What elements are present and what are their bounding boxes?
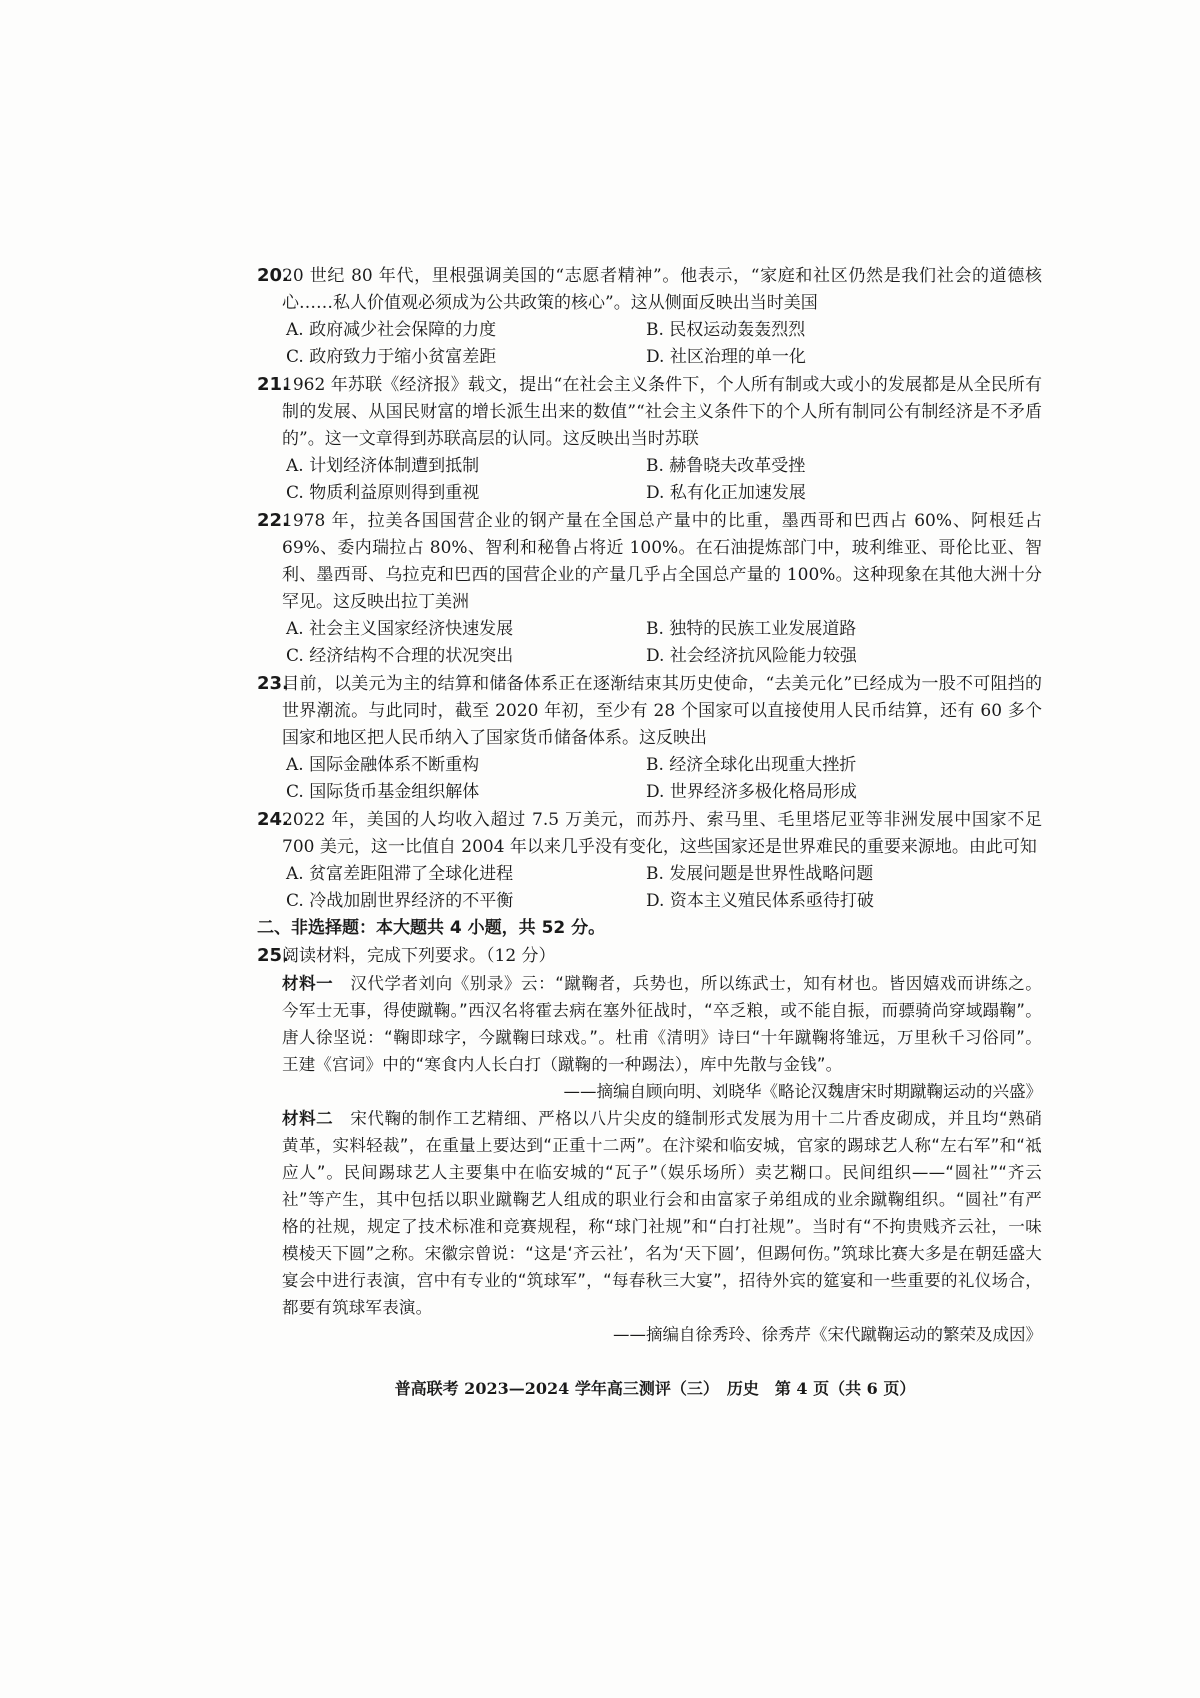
option-b: B. 民权运动轰轰烈烈 (646, 320, 806, 340)
option-d: D. 世界经济多极化格局形成 (646, 782, 857, 802)
page-footer: 普高联考 2023—2024 学年高三测评（三） 历史 第 4 页（共 6 页） (394, 1379, 916, 1398)
question-21 (257, 371, 1042, 507)
question-stem (257, 371, 1042, 453)
option-d: D. 社会经济抗风险能力较强 (646, 646, 857, 666)
question-text: 1962 年苏联《经济报》载文，提出“在社会主义条件下，个人所有制或大或小的发展都是从全民所有制的发展、从国民财富的增长派生出来的数值”“社会主义条件下的个人所有制同公有制经济是不矛盾的”。这一文章得到苏联高层的认同。这反映出当时苏联 (282, 375, 1042, 449)
question-prompt: 阅读材料，完成下列要求。（12 分） (282, 946, 556, 966)
option-c: C. 国际货币基金组织解体 (286, 782, 480, 802)
question-stem (257, 507, 1042, 616)
section-heading: 二、非选择题：本大题共 4 小题，共 52 分。 (257, 918, 606, 938)
question-25 (257, 942, 1043, 1348)
material-1-source: ——摘编自顾向明、刘晓华《略论汉魏唐宋时期蹴鞠运动的兴盛》 (563, 1082, 1042, 1101)
question-22 (257, 507, 1042, 670)
option-b: B. 经济全球化出现重大挫折 (646, 755, 857, 775)
question-number: 24. (257, 809, 289, 830)
option-b: B. 发展问题是世界性战略问题 (646, 864, 874, 884)
material-label: 材料一 (282, 974, 334, 993)
option-list (282, 616, 1042, 670)
question-number: 22. (257, 510, 289, 531)
option-list (282, 453, 1042, 507)
option-list (282, 861, 1042, 915)
question-20 (257, 262, 1042, 371)
question-stem (257, 806, 1042, 861)
option-d: D. 社区治理的单一化 (646, 347, 806, 367)
question-text: 2022 年，美国的人均收入超过 7.5 万美元，而苏丹、索马里、毛里塔尼亚等非洲发展中国家不足 700 美元，这一比值自 2004 年以来几乎没有变化，这些国家还是世界难民的重要来源地。由此可知 (282, 810, 1042, 857)
material-2 (282, 1105, 1042, 1321)
option-c: C. 政府致力于缩小贫富差距 (286, 347, 497, 367)
material-1 (282, 970, 1042, 1078)
option-b: B. 赫鲁晓夫改革受挫 (646, 456, 806, 476)
material-text: 宋代鞠的制作工艺精细、严格以八片尖皮的缝制形式发展为用十二片香皮砌成，并且均“熟硝黄革，实料轻裁”，在重量上要达到“正重十二两”。在汴梁和临安城，官家的踢球艺人称“左右军”和“祗应人”。民间踢球艺人主要集中在临安城的“瓦子”（娱乐场所）卖艺糊口。民间组织——“圆社”“齐云社”等产生，其中包括以职业蹴鞠艺人组成的职业行会和由富家子弟组成的业余蹴鞠组织。“圆社”有严格的社规，规定了技术标准和竞赛规程，称“球门社规”和“白打社规”。当时有“不拘贵贱齐云社，一味模棱天下圆”之称。宋徽宗曾说：“这是‘齐云社’，名为‘天下圆’，但踢何伤。”筑球比赛大多是在朝廷盛大宴会中进行表演，宫中有专业的“筑球军”，“每春秋三大宴”，招待外宾的筵宴和一些重要的礼仪场合，都要有筑球军表演。 (282, 1109, 1043, 1317)
question-text: 目前，以美元为主的结算和储备体系正在逐渐结束其历史使命，“去美元化”已经成为一股不可阻挡的世界潮流。与此同时，截至 2020 年初，至少有 28 个国家可以直接使用人民币结算，还有 60 多个国家和地区把人民币纳入了国家货币储备体系。这反映出 (282, 674, 1042, 748)
option-c: C. 冷战加剧世界经济的不平衡 (286, 891, 514, 911)
page-content (257, 262, 1043, 1348)
option-list (282, 317, 1042, 371)
option-c: C. 经济结构不合理的状况突出 (286, 646, 514, 666)
question-number: 23. (257, 673, 289, 694)
option-a: A. 计划经济体制遭到抵制 (286, 456, 480, 476)
option-a: A. 国际金融体系不断重构 (286, 755, 480, 775)
option-b: B. 独特的民族工业发展道路 (646, 619, 857, 639)
question-number: 25. (257, 945, 289, 966)
question-text: 1978 年，拉美各国国营企业的钢产量在全国总产量中的比重，墨西哥和巴西占 60%、阿根廷占 69%、委内瑞拉占 80%、智利和秘鲁占将近 100%。在石油提炼部门中，玻利维亚、哥伦比亚、智利、墨西哥、乌拉克和巴西的国营企业的产量几乎占全国总产量的 100%。这种现象在其他大洲十分罕见。这反映出拉丁美洲 (282, 511, 1042, 612)
question-text: 20 世纪 80 年代，里根强调美国的“志愿者精神”。他表示，“家庭和社区仍然是我们社会的道德核心……私人价值观必须成为公共政策的核心”。这从侧面反映出当时美国 (282, 266, 1042, 313)
option-a: A. 社会主义国家经济快速发展 (286, 619, 514, 639)
option-d: D. 私有化正加速发展 (646, 483, 806, 503)
question-number: 21. (257, 374, 289, 395)
material-2-source: ——摘编自徐秀玲、徐秀芹《宋代蹴鞠运动的繁荣及成因》 (613, 1325, 1042, 1344)
question-stem (257, 942, 1042, 970)
option-list (282, 752, 1042, 806)
material-text: 汉代学者刘向《别录》云：“蹴鞠者，兵势也，所以练武士，知有材也。皆因嬉戏而讲练之。今军士无事，得使蹴鞠。”西汉名将霍去病在塞外征战时，“卒乏粮，或不能自振，而骠骑尚穿域蹋鞠”。唐人徐坚说：“鞠即球字，今蹴鞠曰球戏。”。杜甫《清明》诗曰“十年蹴鞠将雏远，万里秋千习俗同”。王建《宫词》中的“寒食内人长白打（蹴鞠的一种踢法），库中先散与金钱”。 (282, 974, 1043, 1074)
material-label: 材料二 (282, 1109, 334, 1128)
option-c: C. 物质利益原则得到重视 (286, 483, 480, 503)
question-23 (257, 670, 1042, 806)
option-a: A. 贫富差距阻滞了全球化进程 (286, 864, 514, 884)
question-24 (257, 806, 1042, 915)
question-stem (257, 262, 1042, 317)
question-stem (257, 670, 1042, 752)
option-d: D. 资本主义殖民体系亟待打破 (646, 891, 874, 911)
question-number: 20. (257, 265, 289, 286)
option-a: A. 政府减少社会保障的力度 (286, 320, 497, 340)
